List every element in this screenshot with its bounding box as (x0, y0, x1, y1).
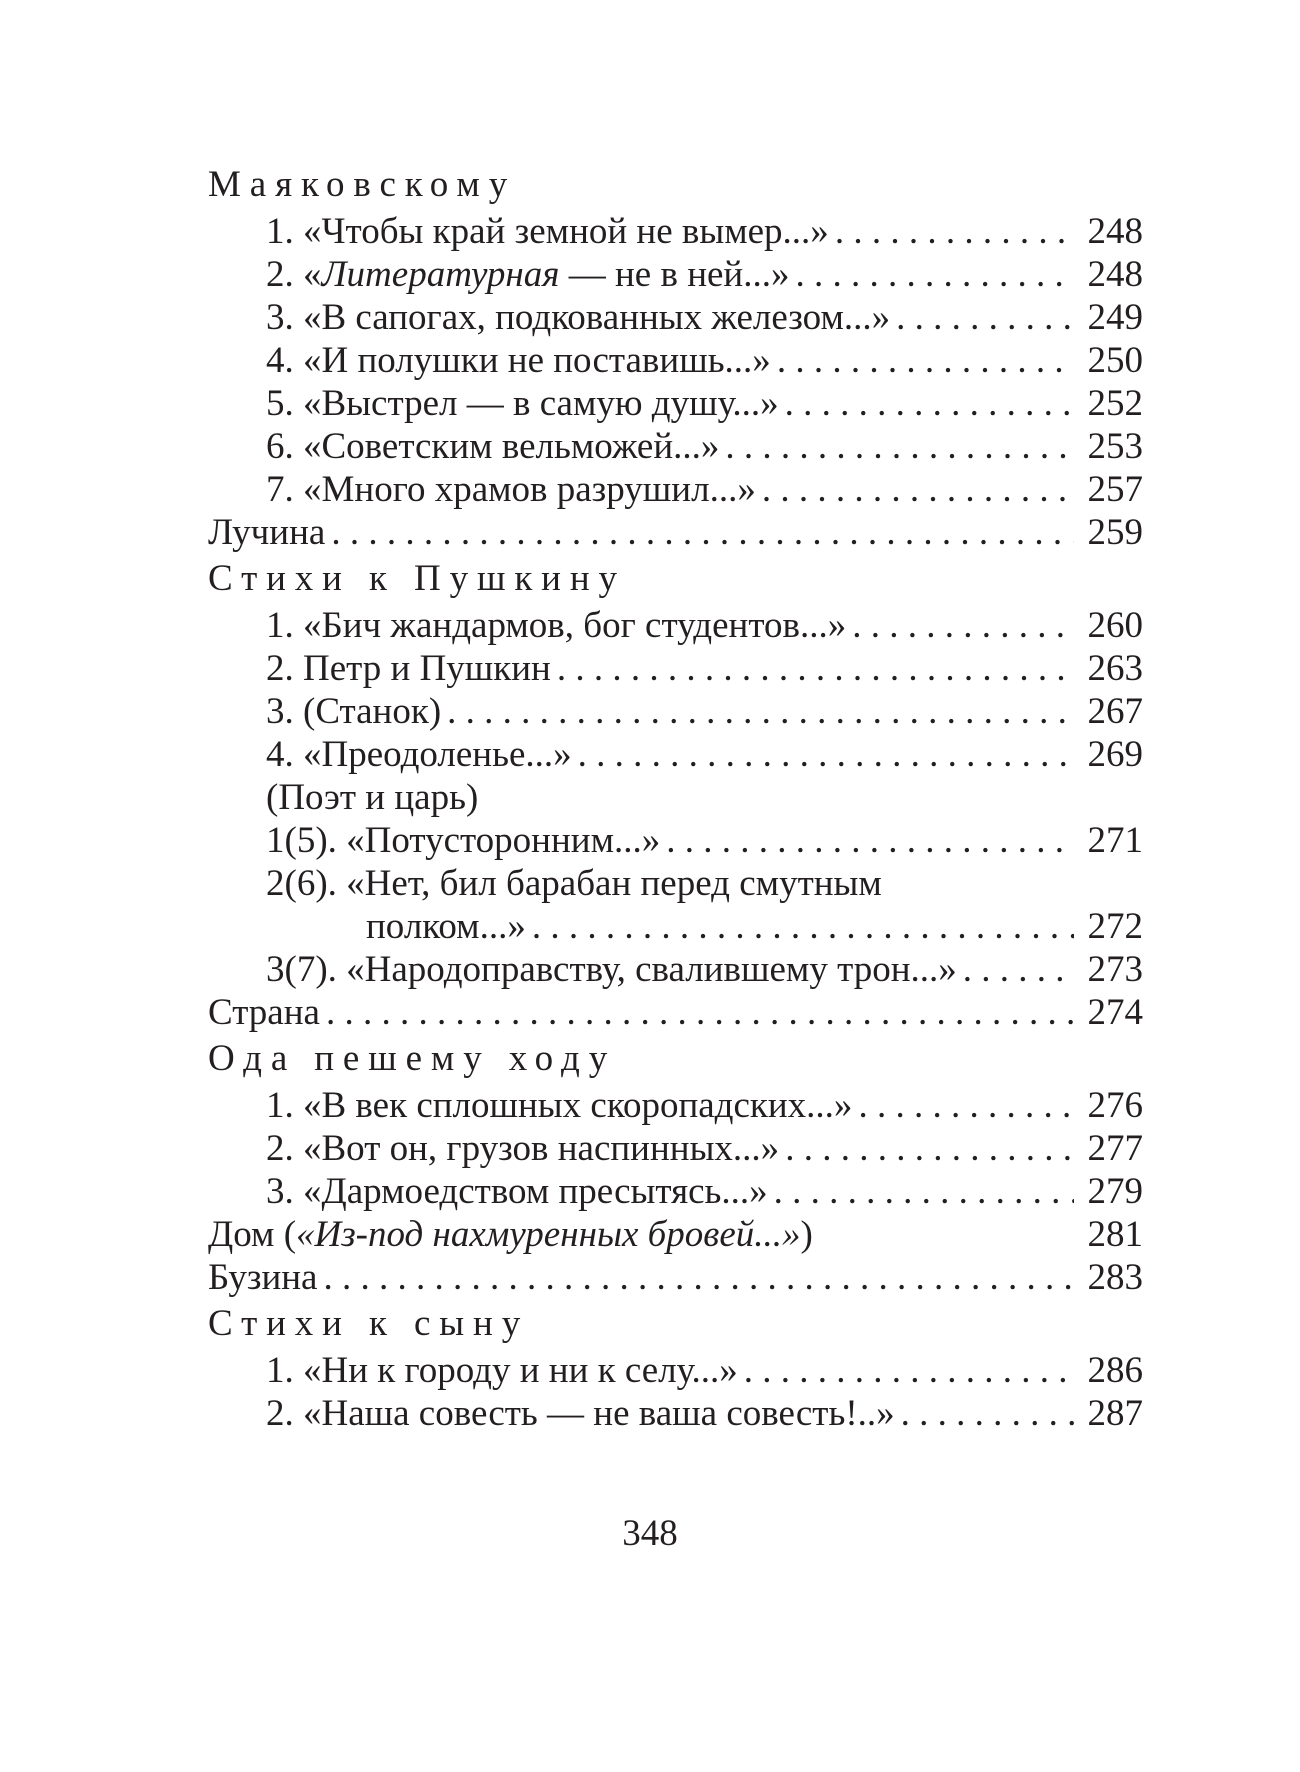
entry-title: Страна (208, 992, 320, 1033)
entry-number: 4. (266, 734, 294, 775)
italic-text: Литературная (321, 254, 560, 295)
entry-number: 2. (266, 1128, 294, 1169)
entry-title: «Выстрел — в самую душу...» (303, 383, 779, 424)
toc-entry (208, 1256, 1143, 1299)
entry-number: 1. (266, 605, 294, 646)
dot-leader (738, 1349, 1074, 1392)
toc-entry (208, 511, 1143, 554)
toc-entry (208, 862, 1143, 905)
dot-leader (852, 1084, 1073, 1127)
dot-leader (317, 1256, 1073, 1299)
toc-subheading (208, 776, 1143, 819)
close-paren: ) (800, 1214, 813, 1255)
entry-number: 3. (266, 1171, 294, 1212)
entry-title-continuation: полком...» (366, 906, 526, 947)
dot-leader (572, 733, 1074, 776)
entry-title (208, 1213, 813, 1256)
entry-number: 2(6). (266, 863, 337, 904)
entry-number: 7. (266, 469, 294, 510)
toc-entry (208, 1392, 1143, 1435)
entry-page: 248 (1087, 254, 1143, 295)
toc-entry (208, 647, 1143, 690)
dot-leader (768, 1170, 1074, 1213)
entry-title: «Потусторонним...» (346, 820, 661, 861)
toc-entry (208, 991, 1143, 1034)
dot-leader (756, 468, 1074, 511)
section-title: Ода пешему ходу (208, 1038, 617, 1079)
entry-page: 273 (1087, 949, 1143, 990)
entry-number: 1. (266, 1350, 294, 1391)
entry-title (303, 253, 789, 296)
entry-page: 276 (1087, 1085, 1143, 1126)
entry-page: 259 (1087, 512, 1143, 553)
toc-entry-continuation (208, 905, 1143, 948)
dot-leader (779, 382, 1074, 425)
toc-entry (208, 819, 1143, 862)
toc-entry (208, 253, 1143, 296)
entry-title: «Преодоленье...» (303, 734, 572, 775)
entry-number: 2. (266, 254, 294, 295)
dot-leader (660, 819, 1073, 862)
toc-entry (208, 296, 1143, 339)
title-rest: — не в ней...» (559, 254, 790, 295)
open-quote: « (303, 254, 322, 295)
entry-title: «Бич жандармов, бог студентов...» (303, 605, 847, 646)
entry-title: «Наша совесть — не ваша совесть!..» (303, 1393, 895, 1434)
dot-leader (441, 690, 1073, 733)
entry-page: 286 (1087, 1350, 1143, 1391)
entry-page: 263 (1087, 648, 1143, 689)
table-of-contents (208, 160, 1143, 1435)
toc-section-heading (208, 160, 1143, 210)
entry-page: 257 (1087, 469, 1143, 510)
dot-leader (325, 511, 1073, 554)
entry-number: 1. (266, 1085, 294, 1126)
entry-number: 6. (266, 426, 294, 467)
dot-leader (320, 991, 1074, 1034)
entry-number: 2. (266, 648, 294, 689)
entry-title: «Народоправству, свалившему трон...» (346, 949, 957, 990)
toc-entry (208, 1127, 1143, 1170)
entry-number: 3. (266, 691, 294, 732)
dot-leader (771, 339, 1074, 382)
entry-title: (Станок) (303, 691, 442, 732)
entry-title: Петр и Пушкин (303, 648, 551, 689)
toc-entry (208, 1170, 1143, 1213)
entry-title: «Чтобы край земной не вымер...» (303, 211, 829, 252)
entry-title: «Нет, бил барабан перед смутным (346, 863, 882, 904)
dot-leader (719, 425, 1073, 468)
entry-title: «Ни к городу и ни к селу...» (303, 1350, 738, 1391)
section-title: Стихи к сыну (208, 1303, 530, 1344)
toc-entry (208, 733, 1143, 776)
entry-page: 252 (1087, 383, 1143, 424)
entry-page: 267 (1087, 691, 1143, 732)
entry-number: 4. (266, 340, 294, 381)
entry-title: Лучина (208, 512, 326, 553)
entry-page: 260 (1087, 605, 1143, 646)
title-text: Дом ( (208, 1214, 297, 1255)
italic-text: «Из-под нахмуренных бровей...» (296, 1214, 801, 1255)
section-title: Стихи к Пушкину (208, 558, 626, 599)
toc-entry (208, 468, 1143, 511)
toc-entry (208, 690, 1143, 733)
entry-page: 279 (1087, 1171, 1143, 1212)
toc-entry (208, 1084, 1143, 1127)
entry-page: 287 (1087, 1393, 1143, 1434)
toc-entry (208, 604, 1143, 647)
toc-section-heading (208, 1034, 1143, 1084)
toc-entry (208, 425, 1143, 468)
entry-number: 3(7). (266, 949, 337, 990)
dot-leader (895, 1392, 1074, 1435)
entry-title: «Дармоедством пресытясь...» (303, 1171, 768, 1212)
toc-entry (208, 1349, 1143, 1392)
entry-page: 272 (1087, 906, 1143, 947)
toc-entry (208, 339, 1143, 382)
subheading-title: (Поэт и царь) (266, 777, 479, 818)
entry-title: Бузина (208, 1257, 318, 1298)
entry-page: 253 (1087, 426, 1143, 467)
toc-entry (208, 1213, 1143, 1256)
entry-number: 1. (266, 211, 294, 252)
dot-leader (789, 253, 1073, 296)
entry-page: 274 (1087, 992, 1143, 1033)
entry-page: 271 (1087, 820, 1143, 861)
entry-page: 281 (1087, 1214, 1143, 1255)
entry-title: «В сапогах, подкованных железом...» (303, 297, 891, 338)
entry-number: 3. (266, 297, 294, 338)
dot-leader (846, 604, 1073, 647)
toc-section-heading (208, 1299, 1143, 1349)
entry-page: 283 (1087, 1257, 1143, 1298)
entry-page: 248 (1087, 211, 1143, 252)
entry-title: «И полушки не поставишь...» (303, 340, 771, 381)
entry-number: 5. (266, 383, 294, 424)
entry-title: «Много храмов разрушил...» (303, 469, 756, 510)
toc-section-heading (208, 554, 1143, 604)
dot-leader (957, 948, 1074, 991)
dot-leader (779, 1127, 1073, 1170)
section-title: Маяковскому (208, 164, 517, 205)
entry-page: 269 (1087, 734, 1143, 775)
entry-title: «В век сплошных скоропадских...» (303, 1085, 853, 1126)
entry-title: «Вот он, грузов наспинных...» (303, 1128, 780, 1169)
toc-entry (208, 210, 1143, 253)
dot-leader (890, 296, 1073, 339)
page-number: 348 (622, 1513, 678, 1554)
entry-number: 2. (266, 1393, 294, 1434)
toc-entry (208, 382, 1143, 425)
entry-number: 1(5). (266, 820, 337, 861)
dot-leader (829, 210, 1074, 253)
toc-entry (208, 948, 1143, 991)
entry-title: «Советским вельможей...» (303, 426, 720, 467)
entry-page: 250 (1087, 340, 1143, 381)
entry-page: 249 (1087, 297, 1143, 338)
dot-leader (551, 647, 1074, 690)
entry-page: 277 (1087, 1128, 1143, 1169)
dot-leader (526, 905, 1074, 948)
